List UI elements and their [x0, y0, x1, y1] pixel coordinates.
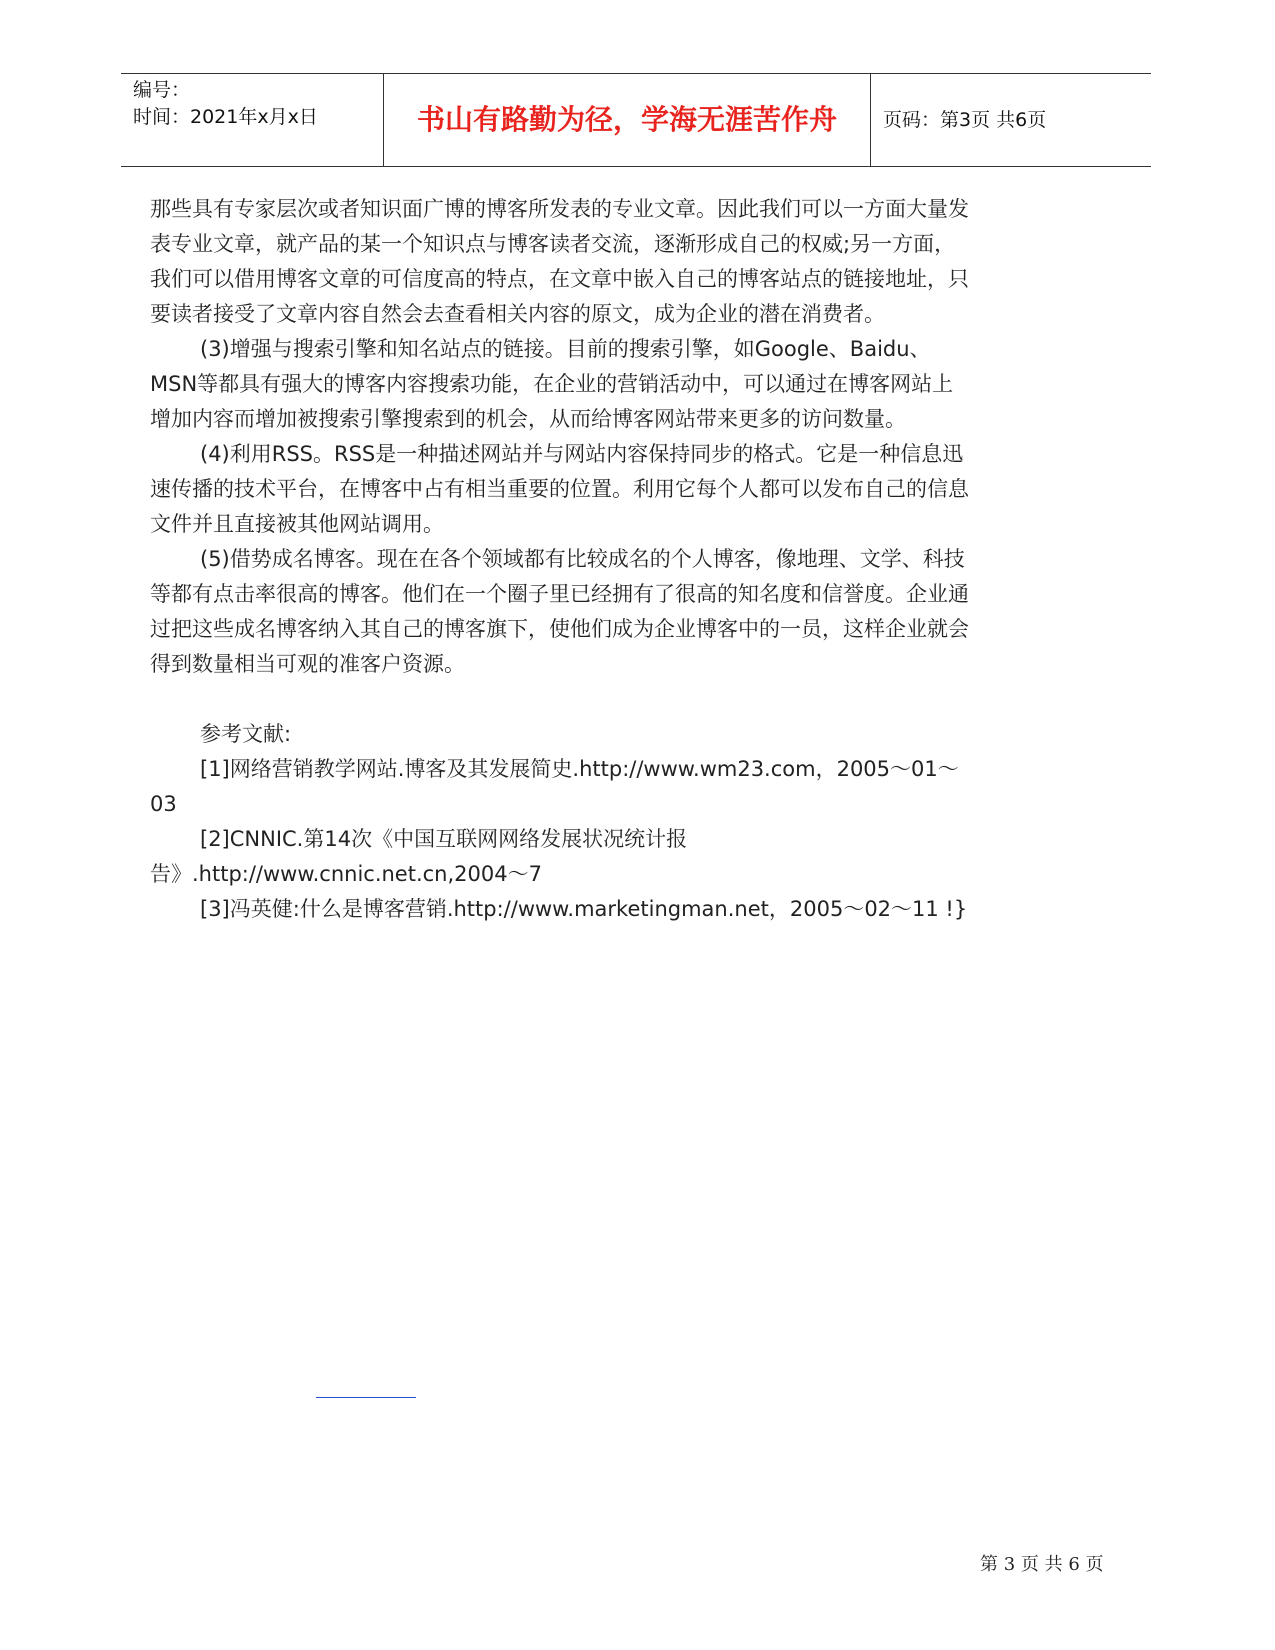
- document-body: [150, 192, 970, 927]
- body-paragraph: (5)借势成名博客。现在在各个领域都有比较成名的个人博客，像地理、文学、科技等都有点击率很高的博客。他们在一个圈子里已经拥有了很高的知名度和信誉度。企业通过把这些成名博客纳入其自己的博客旗下，使他们成为企业博客中的一员，这样企业就会得到数量相当可观的准客户资源。: [150, 547, 969, 676]
- document-time-label: 时间：2021年x月x日: [133, 106, 318, 128]
- header-middle-cell: [383, 74, 871, 166]
- footnote-separator: [316, 1397, 416, 1398]
- references-title: 参考文献:: [200, 722, 292, 746]
- reference-item: [1]网络营销教学网站.博客及其发展简史.http://www.wm23.com，2005～01～03: [150, 757, 959, 816]
- body-paragraph: 那些具有专家层次或者知识面广博的博客所发表的专业文章。因此我们可以一方面大量发表专业文章，就产品的某一个知识点与博客读者交流，逐渐形成自己的权威;另一方面，我们可以借用博客文章的可信度高的特点，在文章中嵌入自己的博客站点的链接地址，只要读者接受了文章内容自然会去查看相关内容的原文，成为企业的潜在消费者。: [150, 197, 969, 326]
- reference-item: [3]冯英健:什么是博客营销.http://www.marketingman.net，2005～02～11 !}: [200, 897, 968, 921]
- page-header: [121, 73, 1151, 167]
- body-paragraph: (4)利用RSS。RSS是一种描述网站并与网站内容保持同步的格式。它是一种信息迅速传播的技术平台，在博客中占有相当重要的位置。利用它每个人都可以发布自己的信息文件并且直接被其他网站调用。: [150, 442, 969, 536]
- header-left-cell: [121, 74, 383, 166]
- header-page-info: 页码：第3页 共6页: [883, 109, 1047, 131]
- document-number-label: 编号：: [133, 79, 191, 101]
- page-footer: 第 3 页 共 6 页: [980, 1554, 1104, 1575]
- reference-item: [2]CNNIC.第14次《中国互联网网络发展状况统计报告》.http://www.cnnic.net.cn,2004～7: [150, 827, 688, 886]
- header-motto: 书山有路勤为径，学海无涯苦作舟: [416, 103, 837, 136]
- header-right-cell: [871, 74, 1151, 166]
- body-paragraph: (3)增强与搜索引擎和知名站点的链接。目前的搜索引擎，如Google、Baidu、MSN等都具有强大的博客内容搜索功能，在企业的营销活动中，可以通过在博客网站上增加内容而增加被搜索引擎搜索到的机会，从而给博客网站带来更多的访问数量。: [150, 337, 954, 431]
- references-section: [150, 717, 970, 927]
